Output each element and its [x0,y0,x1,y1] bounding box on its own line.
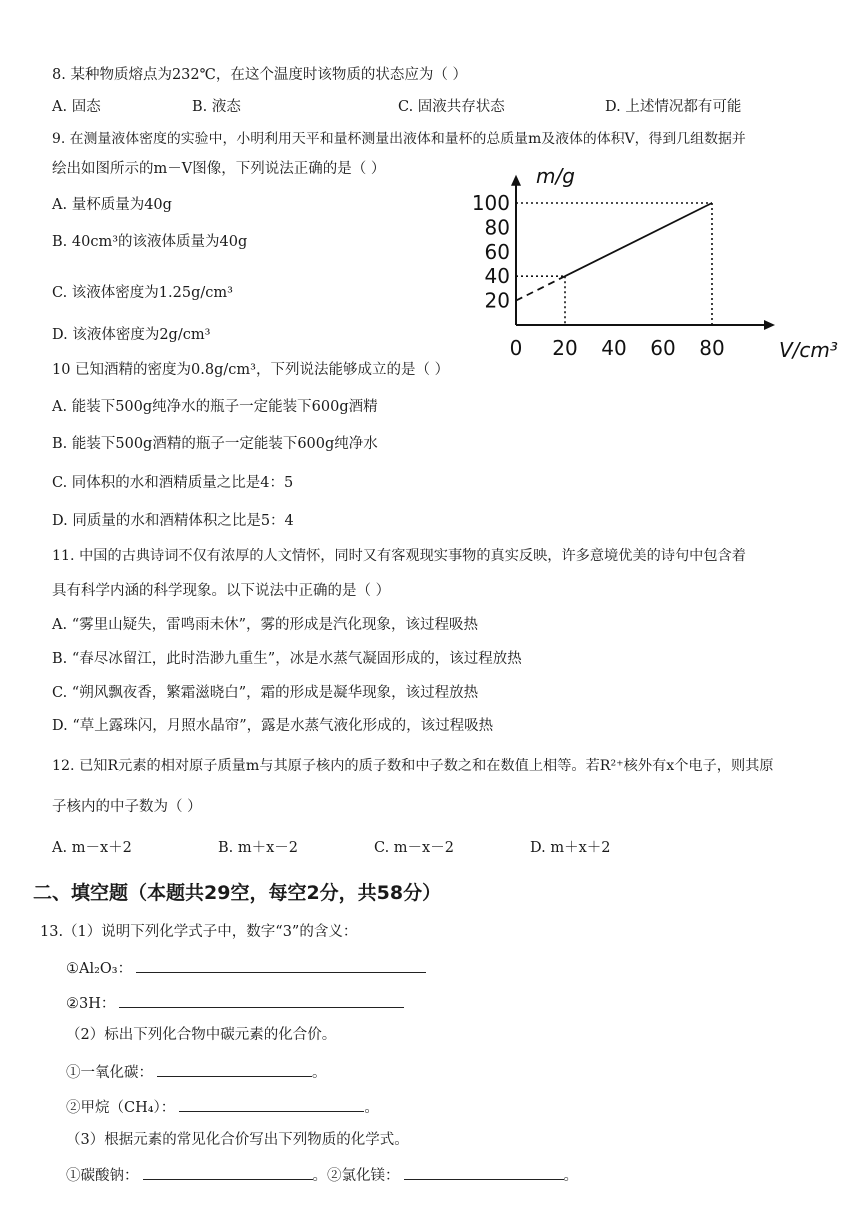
y-tick-label: 20 [484,288,510,313]
q12-stem-line2: 子核内的中子数为（ ） [52,799,202,815]
q11-option-d: D. “草上露珠闪，月照水晶帘”，露是水蒸气液化形成的，该过程吸热 [52,718,494,734]
q13-item4 [66,1097,379,1118]
q12-option-d: D. m＋x＋2 [530,840,611,856]
period: 。 [312,1168,327,1184]
x-tick-label: 0 [509,336,523,360]
q10-option-c: C. 同体积的水和酒精质量之比是4：5 [52,475,294,491]
answer-blank[interactable] [119,993,404,1008]
q12-option-a: A. m－x＋2 [52,840,132,856]
y-axis-arrow [511,175,521,186]
q13-part3: （3）根据元素的常见化合价写出下列物质的化学式。 [66,1132,409,1148]
q11-stem-line1: 11. 中国的古典诗词不仅有浓厚的人文情怀，同时又有客观现实事物的真实反映，许多意境优美的诗句中包含着 [52,548,746,564]
period: 。 [364,1100,379,1116]
q13-item5-label: ①碳酸钠： [66,1168,139,1184]
q12-option-b: B. m＋x－2 [218,840,299,856]
period: 。 [312,1065,327,1081]
q10-stem: 10 已知酒精的密度为0.8g/cm³，下列说法能够成立的是（ ） [52,362,450,378]
y-tick-label: 80 [484,215,510,240]
q10-option-a: A. 能装下500g纯净水的瓶子一定能装下600g酒精 [52,399,378,415]
q13-item5-6 [66,1165,578,1186]
x-tick-label: 60 [650,336,676,360]
q8-option-b: B. 液态 [192,99,241,115]
q8-stem: 8. 某种物质熔点为232℃，在这个温度时该物质的状态应为（ ） [52,67,467,83]
q13-part2: （2）标出下列化合物中碳元素的化合价。 [66,1027,337,1043]
x-axis-arrow [764,320,775,330]
answer-blank[interactable] [136,958,426,973]
period: 。 [563,1168,578,1184]
mass-volume-graph [470,150,850,370]
q8-option-a: A. 固态 [52,99,101,115]
extrapolated-line [516,276,565,300]
x-tick-label: 80 [699,336,725,360]
q13-part1: 13.（1）说明下列化学式子中，数字“3”的含义： [40,924,358,940]
q11-option-a: A. “雾里山疑失，雷鸣雨未休”，雾的形成是汽化现象，该过程吸热 [52,617,479,633]
y-tick-label: 60 [484,239,510,264]
q13-item2 [66,993,404,1014]
q9-stem-line2: 绘出如图所示的m－V图像，下列说法正确的是（ ） [52,161,386,177]
x-tick-label: 20 [552,336,578,360]
data-line [565,203,712,276]
answer-blank[interactable] [404,1165,564,1180]
q9-option-c: C. 该液体密度为1.25g/cm³ [52,285,233,301]
q13-item2-label: ②3H： [66,996,116,1012]
q9-option-d: D. 该液体密度为2g/cm³ [52,327,211,343]
answer-blank[interactable] [143,1165,313,1180]
q8-option-c: C. 固液共存状态 [398,99,505,115]
q10-option-d: D. 同质量的水和酒精体积之比是5：4 [52,513,294,529]
answer-blank[interactable] [157,1062,312,1077]
x-tick-label: 40 [601,336,627,360]
q11-option-c: C. “朔风飘夜香，繁霜滋晓白”，霜的形成是凝华现象，该过程放热 [52,685,479,701]
q11-option-b: B. “春尽冰留江，此时浩渺九重生”，冰是水蒸气凝固形成的，该过程放热 [52,651,522,667]
q8-option-d: D. 上述情况都有可能 [605,99,742,115]
y-tick-label: 100 [471,191,510,215]
q10-option-b: B. 能装下500g酒精的瓶子一定能装下600g纯净水 [52,436,378,452]
q12-option-c: C. m－x－2 [374,840,454,856]
q13-item3-label: ①一氧化碳： [66,1065,153,1081]
q9-option-a: A. 量杯质量为40g [52,197,172,213]
q13-item1-label: ①Al₂O₃： [66,961,133,977]
x-axis-label: V/cm³ [779,338,838,362]
q13-item3 [66,1062,327,1083]
q12-stem-line1: 12. 已知R元素的相对原子质量m与其原子核内的质子数和中子数之和在数值上相等。若R²⁺核外有x个电子，则其原 [52,758,774,774]
q13-item6-label: ②氯化镁： [327,1168,400,1184]
q13-item1 [66,958,426,979]
y-tick-label: 40 [484,264,510,289]
q9-option-b: B. 40cm³的该液体质量为40g [52,234,248,250]
q11-stem-line2: 具有科学内涵的科学现象。以下说法中正确的是（ ） [52,583,391,599]
q13-item4-label: ②甲烷（CH₄）： [66,1100,176,1116]
q9-stem-line1: 9. 在测量液体密度的实验中，小明利用天平和量杯测量出液体和量杯的总质量m及液体的体积V，得到几组数据并 [52,131,746,147]
answer-blank[interactable] [179,1097,364,1112]
section-title: 二、填空题（本题共29空，每空2分，共58分） [33,882,442,904]
y-axis-label: m/g [536,163,575,188]
